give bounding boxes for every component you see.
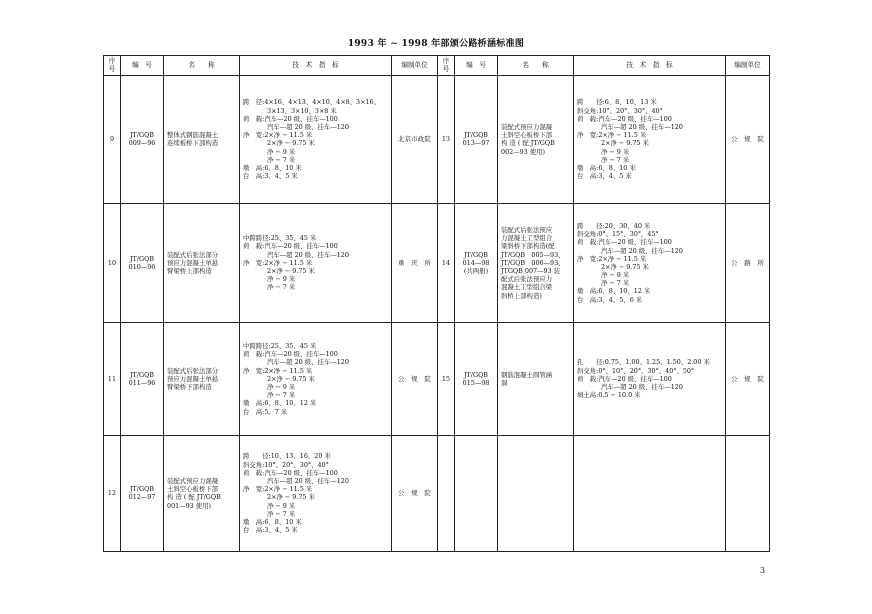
spec-line: 净 宽:2×净 − 11.5 米: [243, 258, 313, 267]
code-line: JT/GQB: [129, 131, 155, 140]
spec-line: 汽车—超 20 级、挂车—120: [267, 123, 349, 131]
org-cell: [726, 435, 770, 551]
spec-line: 2×净 − 9.75 米: [267, 374, 315, 383]
spec-line: 中跨跨径:25、35、45 米: [243, 342, 317, 351]
spec-line: 墩 高:6、8、10、12 米: [577, 287, 651, 296]
seq-cell: 12: [104, 435, 121, 551]
spec-cell: [240, 435, 392, 551]
name-line: 002—93 使用): [501, 147, 546, 156]
spec-line: 3×13、3×10、3×8 米: [267, 106, 337, 115]
header-cell: 编制单位: [726, 56, 770, 76]
spec-line: 净 − 9 米: [601, 147, 630, 156]
spec-line: 净 − 9 米: [267, 382, 296, 391]
code-line: 010—96: [128, 262, 156, 271]
name-cell: [498, 322, 574, 435]
name-line: 连续板桥下部构造: [167, 139, 219, 148]
name-line: JT/GQB 005—93、: [501, 250, 565, 259]
spec-line: 荷 载:汽车—20 级、挂车—100: [243, 242, 338, 251]
name-line: 装配式后张法部分: [167, 366, 219, 375]
spec-line: 台 高:5、7 米: [243, 407, 288, 416]
spec-line: 净 − 9 米: [267, 147, 296, 156]
spec-line: 净 − 7 米: [267, 391, 296, 400]
spec-line: 汽车—超 20 级、挂车—120: [601, 246, 683, 255]
spec-line: 净 − 9 米: [267, 275, 296, 284]
spec-line: 荷 载:汽车—20 级、挂车—100: [577, 374, 672, 383]
org-cell: 公 规 院: [392, 322, 438, 435]
standards-table: [103, 55, 770, 552]
seq-cell: 10: [104, 203, 121, 322]
table-row: [104, 322, 770, 435]
spec-line: 净 − 7 米: [267, 283, 296, 292]
spec-line: 墩 高:6、8、10 米: [243, 517, 302, 526]
seq-cell: 13: [438, 75, 455, 203]
name-line: JT/GQB 006—93、: [501, 258, 565, 267]
org-cell: 公 规 院: [726, 75, 770, 203]
name-line: 构 造 ( 配 JT/GQB: [167, 493, 221, 502]
code-line: (共两册): [463, 266, 489, 275]
code-line: 009—96: [128, 139, 156, 148]
spec-line: 净 宽:2×净 − 11.5 米: [243, 485, 313, 494]
code-cell: [121, 75, 164, 203]
code-cell: [121, 322, 164, 435]
spec-line: 中跨跨径:25、35、45 米: [243, 234, 317, 243]
seq-cell: 11: [104, 322, 121, 435]
name-cell: [164, 75, 240, 203]
code-line: JT/GQB: [463, 131, 489, 140]
spec-cell: [574, 75, 726, 203]
seq-cell: 15: [438, 322, 455, 435]
spec-line: 荷 载:汽车—20 级、挂车—100: [243, 468, 338, 477]
code-line: JT/GQB: [129, 370, 155, 379]
name-line: 力混凝土工型组合: [501, 234, 553, 243]
code-cell: [121, 203, 164, 322]
org-cell: 公 规 院: [392, 435, 438, 551]
code-cell: [455, 75, 498, 203]
spec-line: 净 宽:2×净 − 11.5 米: [243, 366, 313, 375]
name-line: JTGQB 007—93 装: [501, 266, 561, 275]
org-cell: 重 庆 所: [392, 203, 438, 322]
spec-cell: [240, 322, 392, 435]
spec-line: 净 − 9 米: [267, 501, 296, 510]
name-line: 装配式后张法预应: [501, 226, 553, 235]
page-title: 1993 年 ~ 1998 年部颁公路桥涵标准图: [347, 39, 525, 49]
spec-line: 净 − 7 米: [267, 509, 296, 518]
header-cell: 序号: [438, 56, 455, 76]
spec-line: 净 − 7 米: [601, 155, 630, 164]
name-line: 梁斜桥下部构造(配: [501, 242, 555, 251]
org-cell: 公 规 院: [726, 322, 770, 435]
spec-line: 净 − 9 米: [601, 271, 630, 280]
table-row: [104, 435, 770, 551]
code-cell: [121, 435, 164, 551]
spec-line: 2×净 − 9.75 米: [267, 266, 315, 275]
name-cell: [498, 203, 574, 322]
table-header-row: [104, 56, 770, 76]
spec-line: 台 高:3、4、5 米: [243, 526, 298, 535]
header-cell: 编 号: [121, 56, 164, 76]
code-line: JT/GQB: [463, 250, 489, 259]
spec-line: 墩 高:6、8、10 米: [577, 163, 636, 172]
header-cell: 技 术 指 标: [240, 56, 392, 76]
spec-line: 2×净 − 9.75 米: [601, 262, 649, 271]
spec-cell: [240, 75, 392, 203]
name-line: 装配式预应力混凝: [501, 123, 553, 131]
spec-line: 荷 载:汽车—20 级、挂车—100: [243, 350, 338, 359]
code-line: JT/GQB: [129, 485, 155, 494]
name-line: 臂梁桥上部构造: [167, 266, 212, 275]
spec-line: 墩 高:6、8、10、12 米: [243, 399, 317, 408]
spec-line: 荷 载:汽车—20 级、挂车—100: [577, 238, 672, 247]
spec-line: 汽车—超 20 级、挂车—120: [267, 477, 349, 485]
spec-line: 孔 径:0.75、1.00、1.25、1.50、2.00 米: [577, 358, 710, 367]
page-number: 3: [760, 566, 766, 575]
spec-line: 墩 高:6、8、10 米: [243, 163, 302, 172]
spec-line: 台 高:3、4、5 米: [243, 172, 298, 181]
name-line: 洞: [501, 378, 508, 387]
name-line: 整体式钢筋混凝土: [167, 131, 219, 140]
code-line: 011—96: [128, 378, 156, 387]
spec-line: 跨 径:6、8、10、13 米: [577, 98, 657, 107]
spec-line: 跨 径:10、13、16、20 米: [243, 452, 331, 461]
spec-line: 净 宽:2×净 − 11.5 米: [577, 131, 647, 140]
spec-line: 跨 径:4×16、4×13、4×10、4×8、3×16、: [243, 98, 380, 107]
code-cell: [455, 322, 498, 435]
code-line: JT/GQB: [463, 370, 489, 379]
header-cell: 编 号: [455, 56, 498, 76]
spec-line: 台 高:3、4、5 米: [577, 172, 632, 181]
name-line: 臂梁桥下部构造: [167, 382, 212, 391]
code-line: 012—97: [128, 493, 156, 502]
name-line: 装配式后张法部分: [167, 250, 219, 259]
code-line: 015—98: [462, 378, 490, 387]
name-line: 配式后张法预应力: [501, 275, 553, 284]
spec-cell: [574, 203, 726, 322]
spec-line: 净 宽:2×净 − 11.5 米: [243, 131, 313, 140]
name-line: 斜桥上部构造): [501, 291, 542, 300]
spec-line: 2×净 − 9.75 米: [267, 139, 315, 148]
code-line: 014—98: [462, 258, 490, 267]
spec-line: 跨 径:20、30、40 米: [577, 221, 651, 230]
name-cell: [498, 75, 574, 203]
code-line: JT/GQB: [129, 254, 155, 263]
header-cell: 名 称: [164, 56, 240, 76]
spec-line: 荷 载:汽车—20 级、挂车—100: [243, 114, 338, 123]
spec-line: 汽车—超 20 级、挂车—120: [267, 250, 349, 259]
spec-cell: [574, 435, 726, 551]
spec-line: 斜交角:10°、20°、30°、40°: [577, 106, 663, 115]
name-line: 预应力混凝土单悬: [167, 258, 219, 267]
spec-line: 台 高:3、4、5、6 米: [577, 295, 643, 304]
table-row: [104, 203, 770, 322]
name-cell: [164, 322, 240, 435]
name-line: 土斜空心板桥下部: [501, 131, 553, 140]
name-line: 钢筋混凝土圆管涵: [501, 370, 553, 379]
spec-line: 汽车—超 20 级、挂车—120: [601, 123, 683, 131]
name-line: 混凝土工型组合梁: [501, 283, 553, 292]
org-cell: 北京市政院: [392, 75, 438, 203]
seq-cell: 14: [438, 203, 455, 322]
name-line: 构 造 ( 配 JT/GQB: [501, 139, 555, 148]
code-cell: [455, 203, 498, 322]
spec-line: 2×净 − 9.75 米: [601, 139, 649, 148]
spec-line: 斜交角:10°、20°、30°、40°: [243, 460, 329, 469]
name-line: 装配式预应力混凝: [167, 477, 219, 485]
name-cell: [164, 435, 240, 551]
name-line: 001—93 使用): [167, 501, 212, 510]
header-cell: 编制单位: [392, 56, 438, 76]
code-cell: [455, 435, 498, 551]
seq-cell: [438, 435, 455, 551]
spec-line: 净 − 7 米: [601, 279, 630, 288]
spec-line: 汽车—超 20 级、挂车—120: [267, 358, 349, 367]
spec-line: 斜交角:0°、10°、20°、30°、40°、50°: [577, 366, 695, 375]
spec-line: 净 宽:2×净 − 11.5 米: [577, 254, 647, 263]
spec-line: 斜交角:0°、15°、30°、45°: [577, 230, 659, 239]
spec-line: 填土高:0.5 − 10.0 米: [577, 391, 641, 400]
spec-cell: [240, 203, 392, 322]
spec-line: 荷 载:汽车—20 级、挂车—100: [577, 114, 672, 123]
header-cell: 技 术 指 标: [574, 56, 726, 76]
org-cell: 公 路 所: [726, 203, 770, 322]
header-cell: 序号: [104, 56, 121, 76]
name-line: 土斜空心板桥下部: [167, 485, 219, 494]
spec-line: 汽车—超 20 级、挂车—120: [601, 382, 683, 391]
spec-line: 净 − 7 米: [267, 155, 296, 164]
code-line: 013—97: [462, 139, 490, 148]
table-row: [104, 75, 770, 203]
spec-cell: [574, 322, 726, 435]
spec-line: 2×净 − 9.75 米: [267, 493, 315, 502]
header-cell: 名 称: [498, 56, 574, 76]
seq-cell: 9: [104, 75, 121, 203]
name-cell: [498, 435, 574, 551]
name-line: 预应力混凝土单悬: [167, 374, 219, 383]
name-cell: [164, 203, 240, 322]
